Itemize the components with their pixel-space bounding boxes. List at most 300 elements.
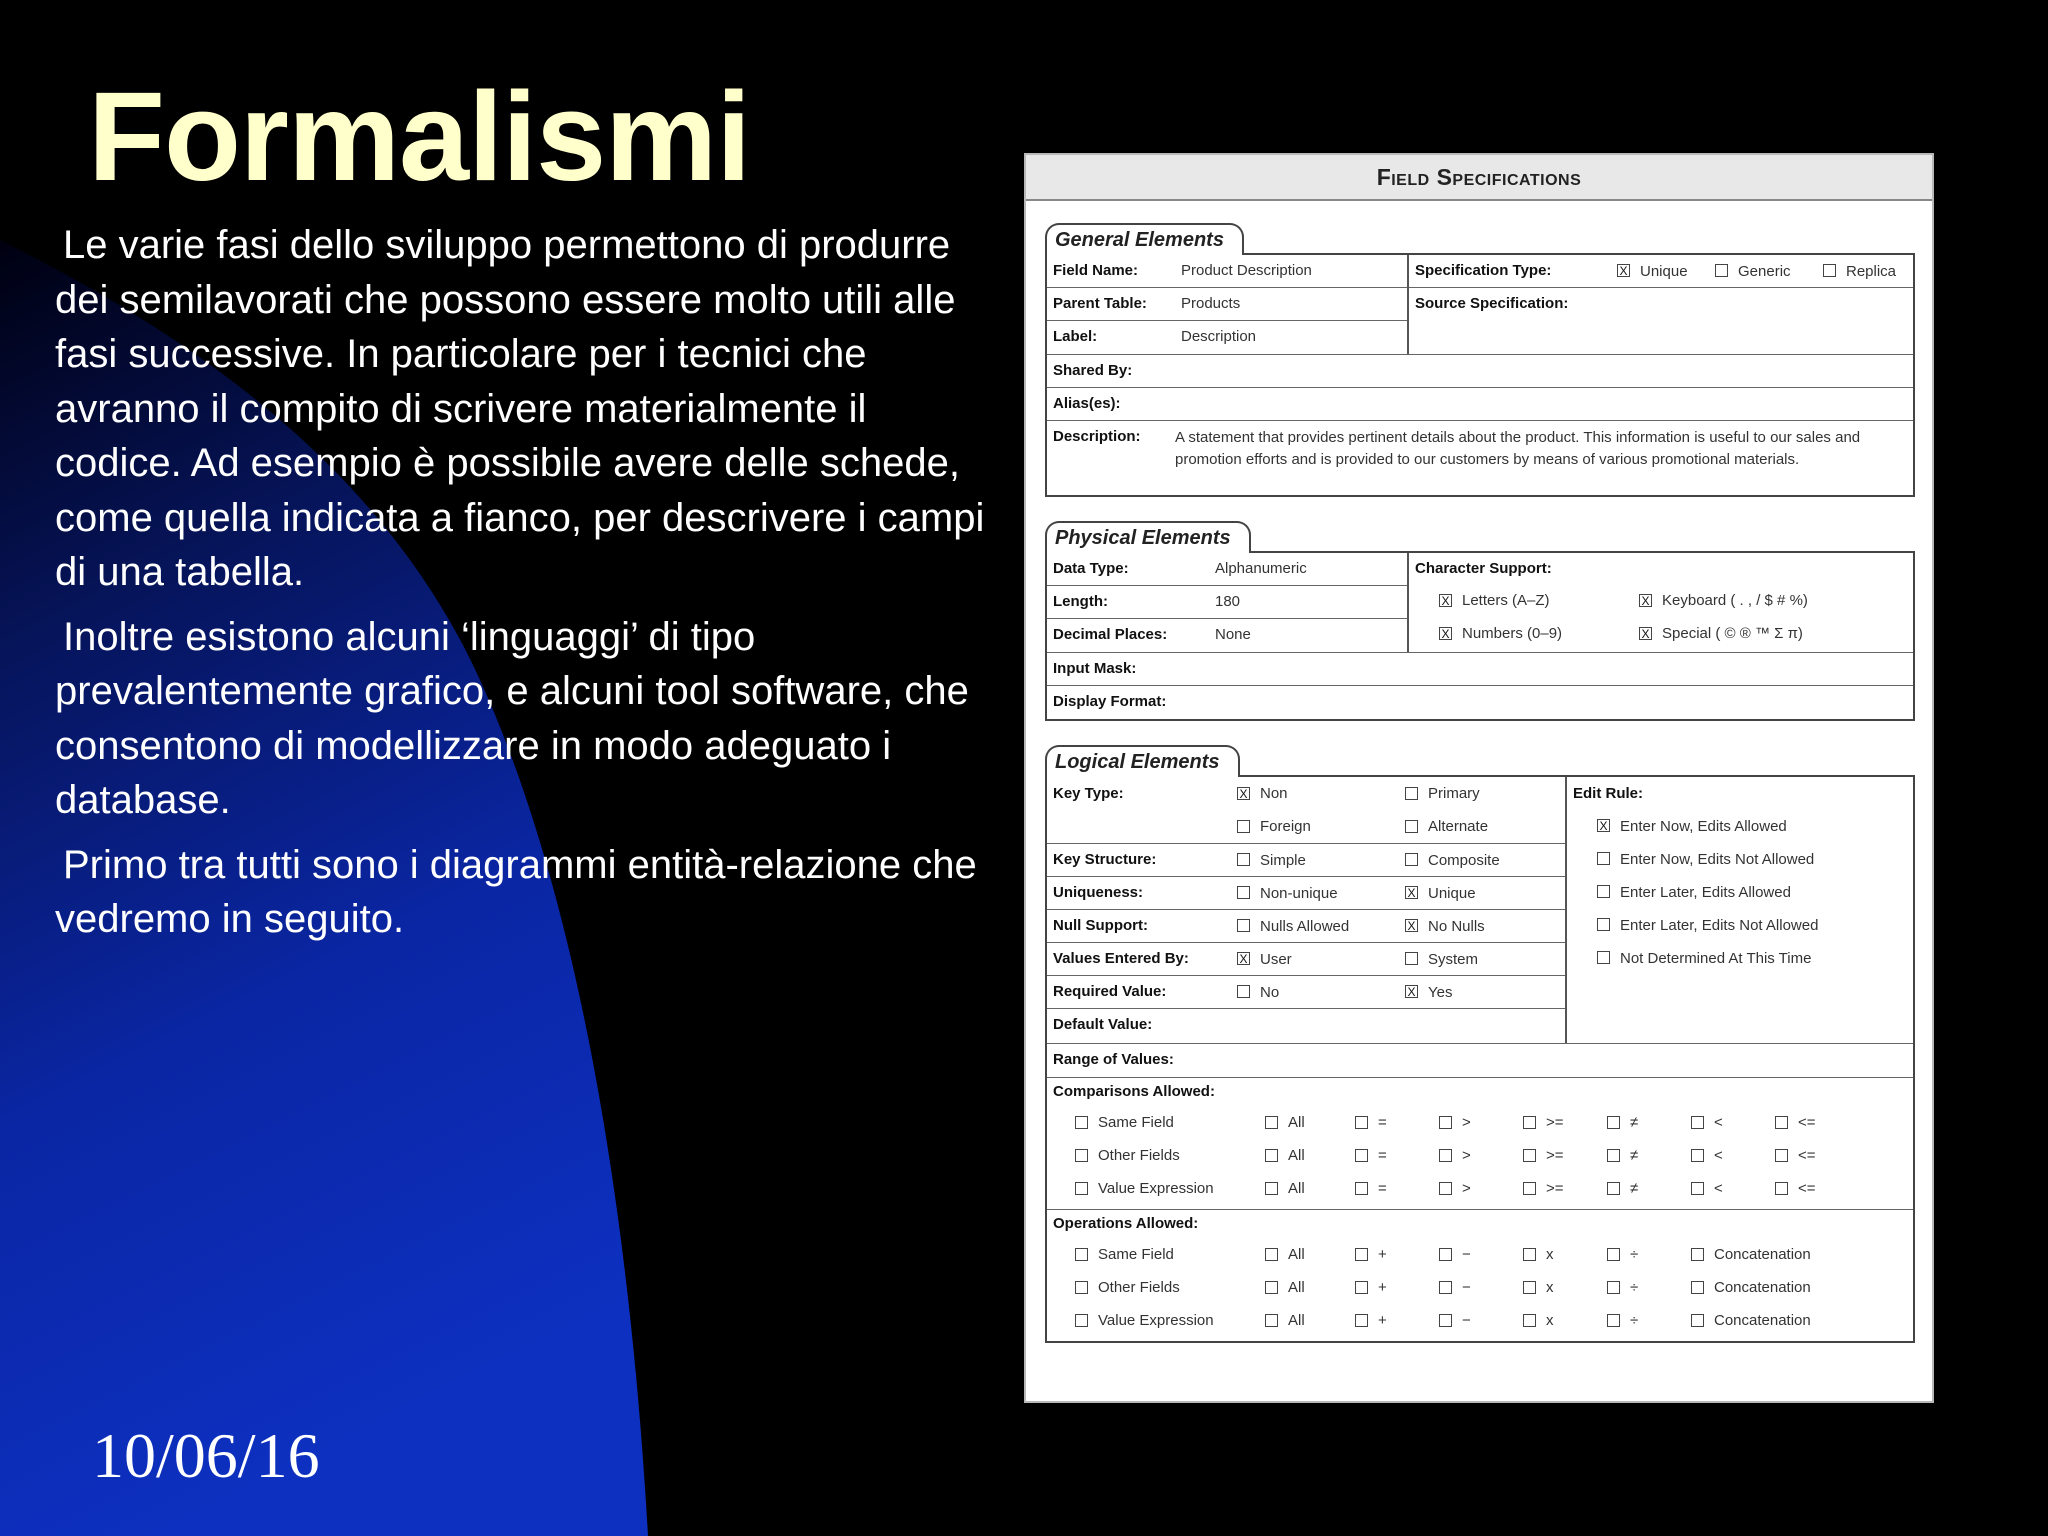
checkbox-icon	[1075, 1149, 1088, 1162]
simple-option[interactable]	[1237, 852, 1405, 869]
special-option[interactable]	[1639, 625, 1803, 642]
no-nulls-label: No Nulls	[1428, 917, 1485, 935]
operation-row	[1047, 1271, 1913, 1304]
comparison-op-option[interactable]	[1775, 1180, 1859, 1197]
paragraph-1: Le varie fasi dello sviluppo permettono di produrre dei semilavorati che possono essere molto utili alle fasi successive. In particolare per i tecnici che avranno il compito di scrivere materialmente il codice. Ad esempio è possibile avere delle schede, come quella indicata a fianco, per descrivere i campi di una tabella.	[55, 223, 985, 594]
spec-unique-label: Unique	[1640, 262, 1688, 280]
checkbox-icon	[1265, 1149, 1278, 1162]
operation-op-option[interactable]	[1523, 1312, 1607, 1329]
decimal-places-label: Decimal Places:	[1053, 626, 1168, 643]
edit-rule-label-2: Enter Now, Edits Not Allowed	[1620, 851, 1815, 868]
user-label: User	[1260, 950, 1292, 968]
operation-op-option[interactable]	[1607, 1246, 1691, 1263]
comparison-op-label: ≠	[1630, 1180, 1639, 1197]
physical-elements-box	[1045, 551, 1915, 721]
edit-rule-label-5: Not Determined At This Time	[1620, 950, 1812, 967]
checkbox-icon	[1355, 1314, 1368, 1327]
key-primary-option[interactable]	[1405, 785, 1480, 802]
checkbox-icon	[1523, 1281, 1536, 1294]
checkbox-icon	[1237, 985, 1250, 998]
spec-replica-label: Replica	[1846, 262, 1897, 280]
aliases-label: Alias(es):	[1053, 395, 1121, 412]
data-type-label: Data Type:	[1053, 560, 1129, 577]
operation-row-label[interactable]	[1075, 1279, 1265, 1296]
data-type-value: Alphanumeric	[1215, 560, 1307, 577]
checkbox-icon	[1607, 1281, 1620, 1294]
non-unique-label: Non-unique	[1260, 884, 1338, 902]
checkbox-icon	[1075, 1248, 1088, 1261]
operation-op-option[interactable]	[1607, 1279, 1691, 1296]
operation-op-label: +	[1378, 1246, 1387, 1263]
operation-row-label-label: Other Fields	[1098, 1279, 1180, 1296]
checkbox-checked-icon: X	[1439, 594, 1452, 607]
decimal-places-row	[1047, 619, 1407, 652]
checkbox-icon	[1405, 787, 1418, 800]
label-value: Description	[1181, 328, 1257, 345]
checkbox-icon	[1691, 1281, 1704, 1294]
comparison-op-option[interactable]	[1439, 1114, 1523, 1131]
key-type-row-1	[1047, 777, 1565, 810]
edit-rule-option-4[interactable]	[1567, 909, 1913, 942]
spec-type-unique-option[interactable]	[1617, 263, 1715, 280]
description-value: A statement that provides pertinent details about the product. This information is useful to our sales and promotion efforts and is provided to our customers by means of various promotional materials.	[1175, 429, 1861, 468]
checkbox-icon	[1439, 1281, 1452, 1294]
comparison-op-label: <	[1714, 1114, 1723, 1131]
character-support-label: Character Support:	[1415, 560, 1552, 577]
primary-label: Primary	[1428, 785, 1480, 802]
non-label: Non	[1260, 785, 1288, 802]
checkbox-icon	[1715, 264, 1728, 277]
checkbox-icon	[1237, 820, 1250, 833]
default-value-label: Default Value:	[1053, 1016, 1153, 1033]
logical-elements-tab: Logical Elements	[1045, 745, 1240, 777]
checkbox-icon	[1439, 1182, 1452, 1195]
edit-rule-option-3[interactable]	[1567, 876, 1913, 909]
checkbox-icon	[1355, 1149, 1368, 1162]
edit-rule-label: Edit Rule:	[1573, 785, 1643, 802]
unique-label: Unique	[1428, 884, 1476, 902]
composite-label: Composite	[1428, 851, 1500, 869]
key-alternate-option[interactable]	[1405, 818, 1488, 835]
source-spec-area	[1409, 288, 1913, 354]
checkbox-icon	[1265, 1248, 1278, 1261]
logical-elements-box	[1045, 775, 1915, 1343]
values-entered-label: Values Entered By:	[1053, 950, 1189, 967]
operation-op-label: x	[1546, 1246, 1554, 1263]
general-right-fields	[1409, 255, 1913, 354]
uniqueness-label: Uniqueness:	[1053, 884, 1144, 901]
edit-rule-label-4: Enter Later, Edits Not Allowed	[1620, 917, 1819, 934]
key-type-row-2	[1047, 810, 1565, 843]
checkbox-icon	[1265, 1182, 1278, 1195]
comparison-row-label-label: Value Expression	[1098, 1180, 1214, 1197]
checkbox-icon	[1607, 1116, 1620, 1129]
length-row	[1047, 586, 1407, 619]
checkbox-icon	[1597, 852, 1610, 865]
description-label: Description:	[1053, 428, 1141, 445]
checkbox-icon	[1775, 1182, 1788, 1195]
checkbox-icon	[1523, 1248, 1536, 1261]
field-name-row	[1047, 255, 1407, 288]
operation-all-label: All	[1288, 1246, 1305, 1263]
key-structure-row	[1047, 844, 1565, 877]
checkbox-icon	[1405, 853, 1418, 866]
description-row	[1047, 421, 1913, 495]
operation-all-option[interactable]	[1265, 1279, 1355, 1296]
checkbox-icon	[1237, 886, 1250, 899]
required-yes-option[interactable]	[1405, 984, 1452, 1001]
comparison-op-label: >=	[1546, 1147, 1564, 1164]
checkbox-checked-icon: X	[1639, 627, 1652, 640]
comparison-op-option[interactable]	[1691, 1147, 1775, 1164]
checkbox-icon	[1405, 952, 1418, 965]
operation-op-option[interactable]	[1439, 1312, 1523, 1329]
general-left-fields	[1047, 255, 1409, 354]
operation-all-option[interactable]	[1265, 1246, 1355, 1263]
checkbox-icon	[1823, 264, 1836, 277]
paragraph-3: Primo tra tutti sono i diagrammi entità-relazione che vedremo in seguito.	[55, 842, 977, 941]
comparison-all-option[interactable]	[1265, 1180, 1355, 1197]
operation-row-label[interactable]	[1075, 1312, 1265, 1329]
comparison-op-label: <=	[1798, 1114, 1816, 1131]
checkbox-icon	[1439, 1314, 1452, 1327]
comparison-row-label[interactable]	[1075, 1180, 1265, 1197]
operation-op-option[interactable]	[1523, 1246, 1607, 1263]
operation-all-label: All	[1288, 1279, 1305, 1296]
checkbox-icon	[1597, 918, 1610, 931]
checkbox-icon	[1237, 919, 1250, 932]
checkbox-icon	[1607, 1248, 1620, 1261]
checkbox-checked-icon: X	[1639, 594, 1652, 607]
special-label: Special ( © ® ™ Σ π)	[1662, 625, 1803, 642]
input-mask-label: Input Mask:	[1053, 660, 1137, 677]
comparison-op-option[interactable]	[1523, 1147, 1607, 1164]
alternate-label: Alternate	[1428, 818, 1489, 835]
comparison-op-option[interactable]	[1439, 1147, 1523, 1164]
physical-top-block	[1047, 553, 1913, 653]
checkbox-icon	[1523, 1116, 1536, 1129]
values-entered-row	[1047, 943, 1565, 976]
form-title: Field Specifications	[1026, 155, 1932, 201]
comparison-row-label-label: Other Fields	[1098, 1147, 1180, 1164]
source-spec-label: Source Specification:	[1415, 295, 1569, 312]
display-format-row	[1047, 686, 1913, 719]
slide-date: 10/06/16	[92, 1420, 320, 1491]
operation-row	[1047, 1304, 1913, 1337]
comparisons-block	[1047, 1078, 1913, 1210]
comparison-op-label: <=	[1798, 1180, 1816, 1197]
checkbox-icon	[1355, 1116, 1368, 1129]
operation-op-option[interactable]	[1691, 1246, 1811, 1263]
checkbox-icon	[1597, 885, 1610, 898]
checkbox-checked-icon: X	[1405, 919, 1418, 932]
comparisons-label: Comparisons Allowed:	[1053, 1083, 1215, 1100]
key-non-option[interactable]	[1237, 785, 1405, 802]
field-name-value: Product Description	[1181, 262, 1312, 279]
comparison-all-label: All	[1288, 1114, 1305, 1131]
checkbox-icon	[1439, 1248, 1452, 1261]
operation-op-label: +	[1378, 1279, 1387, 1296]
comparison-op-option[interactable]	[1523, 1114, 1607, 1131]
key-foreign-option[interactable]	[1237, 818, 1405, 835]
operation-op-label: ÷	[1630, 1312, 1639, 1329]
comparison-op-option[interactable]	[1355, 1180, 1439, 1197]
edit-rule-option-1[interactable]	[1567, 810, 1913, 843]
system-option[interactable]	[1405, 951, 1478, 968]
operation-op-label: +	[1378, 1312, 1387, 1329]
data-type-row	[1047, 553, 1407, 586]
operation-all-option[interactable]	[1265, 1312, 1355, 1329]
checkbox-icon	[1355, 1281, 1368, 1294]
comparison-all-option[interactable]	[1265, 1114, 1355, 1131]
physical-left-fields	[1047, 553, 1409, 652]
user-option[interactable]	[1237, 951, 1405, 968]
character-support-area	[1409, 553, 1913, 652]
checkbox-icon	[1691, 1116, 1704, 1129]
key-structure-label: Key Structure:	[1053, 851, 1157, 868]
checkbox-icon	[1607, 1314, 1620, 1327]
null-support-row	[1047, 910, 1565, 943]
operation-op-option[interactable]	[1439, 1279, 1523, 1296]
null-support-label: Null Support:	[1053, 917, 1148, 934]
operation-op-option[interactable]	[1607, 1312, 1691, 1329]
physical-elements-tab: Physical Elements	[1045, 521, 1251, 553]
comparison-op-option[interactable]	[1355, 1147, 1439, 1164]
comparison-row	[1047, 1172, 1913, 1205]
comparison-op-label: <	[1714, 1180, 1723, 1197]
letters-option[interactable]	[1439, 592, 1639, 609]
checkbox-icon	[1075, 1281, 1088, 1294]
checkbox-icon	[1405, 820, 1418, 833]
keyboard-option[interactable]	[1639, 592, 1808, 609]
paragraph-2: Inoltre esistono alcuni ‘linguaggi’ di tipo prevalentemente grafico, e alcuni tool software, che consentono di modellizzare in modo adeguato i database.	[55, 614, 969, 822]
comparison-op-label: =	[1378, 1180, 1387, 1197]
operations-grid	[1047, 1238, 1913, 1337]
letters-label: Letters (A–Z)	[1462, 592, 1550, 609]
unique-option[interactable]	[1405, 885, 1476, 902]
operation-op-label: −	[1462, 1279, 1471, 1296]
shared-by-row	[1047, 355, 1913, 388]
label-label: Label:	[1053, 328, 1098, 345]
checkbox-icon	[1265, 1314, 1278, 1327]
general-elements-tab: General Elements	[1045, 223, 1244, 255]
no-nulls-option[interactable]	[1405, 918, 1485, 935]
comparison-op-option[interactable]	[1523, 1180, 1607, 1197]
operation-op-option[interactable]	[1691, 1279, 1811, 1296]
decimal-places-value: None	[1215, 626, 1251, 643]
comparison-op-label: ≠	[1630, 1114, 1639, 1131]
comparison-op-option[interactable]	[1607, 1147, 1691, 1164]
checkbox-icon	[1439, 1149, 1452, 1162]
physical-elements-section	[1045, 519, 1915, 721]
checkbox-checked-icon: X	[1405, 886, 1418, 899]
operation-op-option[interactable]	[1355, 1312, 1439, 1329]
no-label: No	[1260, 983, 1280, 1001]
simple-label: Simple	[1260, 851, 1306, 869]
operation-row	[1047, 1238, 1913, 1271]
operation-op-option[interactable]	[1355, 1246, 1439, 1263]
checkbox-icon	[1237, 853, 1250, 866]
nulls-allowed-option[interactable]	[1237, 918, 1405, 935]
operation-all-label: All	[1288, 1312, 1305, 1329]
spec-type-generic-option[interactable]	[1715, 263, 1823, 280]
key-type-block	[1047, 777, 1565, 844]
comparison-op-option[interactable]	[1355, 1114, 1439, 1131]
spec-type-label: Specification Type:	[1415, 262, 1552, 279]
operation-op-option[interactable]	[1439, 1246, 1523, 1263]
checkbox-icon	[1523, 1314, 1536, 1327]
comparison-row-label-label: Same Field	[1098, 1114, 1174, 1131]
operation-op-label: ÷	[1630, 1246, 1639, 1263]
checkbox-icon	[1691, 1248, 1704, 1261]
required-value-row	[1047, 976, 1565, 1009]
checkbox-checked-icon: X	[1405, 985, 1418, 998]
key-type-label: Key Type:	[1053, 784, 1124, 802]
range-of-values-label: Range of Values:	[1053, 1051, 1174, 1068]
operation-op-label: −	[1462, 1246, 1471, 1263]
edit-rule-label-1: Enter Now, Edits Allowed	[1620, 818, 1787, 835]
field-specifications-form	[1024, 153, 1934, 1403]
general-elements-section	[1045, 221, 1915, 497]
comparison-op-option[interactable]	[1607, 1180, 1691, 1197]
field-name-label: Field Name:	[1053, 262, 1139, 279]
char-support-row-2	[1409, 617, 1913, 650]
checkbox-checked-icon: X	[1617, 264, 1630, 277]
comparison-op-option[interactable]	[1439, 1180, 1523, 1197]
checkbox-icon	[1691, 1314, 1704, 1327]
spec-type-replica-option[interactable]	[1823, 263, 1896, 280]
comparison-op-label: >=	[1546, 1114, 1564, 1131]
operation-row-label[interactable]	[1075, 1246, 1265, 1263]
logical-elements-section	[1045, 743, 1915, 1343]
operations-block	[1047, 1210, 1913, 1341]
non-unique-option[interactable]	[1237, 885, 1405, 902]
comparison-op-option[interactable]	[1775, 1114, 1859, 1131]
length-label: Length:	[1053, 593, 1108, 610]
checkbox-icon	[1691, 1149, 1704, 1162]
spec-type-row	[1409, 255, 1913, 288]
checkbox-icon	[1075, 1116, 1088, 1129]
checkbox-checked-icon: X	[1439, 627, 1452, 640]
comparison-row-label[interactable]	[1075, 1147, 1265, 1164]
checkbox-icon	[1355, 1248, 1368, 1261]
comparison-op-label: <=	[1798, 1147, 1816, 1164]
length-value: 180	[1215, 593, 1241, 610]
display-format-label: Display Format:	[1053, 693, 1167, 710]
checkbox-icon	[1775, 1149, 1788, 1162]
edit-rule-area	[1567, 777, 1913, 1043]
checkbox-icon	[1265, 1281, 1278, 1294]
spec-generic-label: Generic	[1738, 262, 1791, 280]
operation-op-option[interactable]	[1691, 1312, 1811, 1329]
numbers-option[interactable]	[1439, 625, 1639, 642]
operation-op-label: −	[1462, 1312, 1471, 1329]
comparison-op-label: <	[1714, 1147, 1723, 1164]
slide-title: Formalismi	[88, 66, 751, 207]
aliases-row	[1047, 388, 1913, 421]
edit-rule-option-2[interactable]	[1567, 843, 1913, 876]
general-elements-box	[1045, 253, 1915, 497]
operation-op-label: ÷	[1630, 1279, 1639, 1296]
comparison-row-label[interactable]	[1075, 1114, 1265, 1131]
nulls-allowed-label: Nulls Allowed	[1260, 917, 1350, 935]
operation-row-label-label: Same Field	[1098, 1246, 1174, 1263]
checkbox-icon	[1607, 1182, 1620, 1195]
checkbox-checked-icon: X	[1237, 952, 1250, 965]
composite-option[interactable]	[1405, 852, 1500, 869]
comparison-op-option[interactable]	[1691, 1114, 1775, 1131]
comparison-op-label: =	[1378, 1147, 1387, 1164]
operation-op-label: Concatenation	[1714, 1312, 1811, 1329]
comparison-row	[1047, 1139, 1913, 1172]
edit-rule-option-5[interactable]	[1567, 942, 1913, 975]
checkbox-checked-icon: X	[1237, 787, 1250, 800]
keyboard-label: Keyboard ( . , / $ # %)	[1662, 592, 1808, 609]
checkbox-icon	[1775, 1116, 1788, 1129]
operation-op-label: Concatenation	[1714, 1279, 1811, 1296]
uniqueness-row	[1047, 877, 1565, 910]
comparisons-grid	[1047, 1106, 1913, 1205]
foreign-label: Foreign	[1260, 818, 1311, 835]
checkbox-icon	[1355, 1182, 1368, 1195]
yes-label: Yes	[1428, 983, 1453, 1001]
comparison-all-label: All	[1288, 1180, 1305, 1197]
operation-op-option[interactable]	[1523, 1279, 1607, 1296]
operation-row-label-label: Value Expression	[1098, 1312, 1214, 1329]
checkbox-icon	[1523, 1182, 1536, 1195]
comparison-op-label: >	[1462, 1180, 1471, 1197]
parent-table-value: Products	[1181, 295, 1241, 312]
operation-op-label: Concatenation	[1714, 1246, 1811, 1263]
shared-by-label: Shared By:	[1053, 362, 1133, 379]
comparison-all-option[interactable]	[1265, 1147, 1355, 1164]
comparison-op-option[interactable]	[1691, 1180, 1775, 1197]
comparison-op-option[interactable]	[1775, 1147, 1859, 1164]
system-label: System	[1428, 950, 1479, 968]
default-value-row	[1047, 1009, 1565, 1043]
checkbox-icon	[1597, 951, 1610, 964]
char-support-row-1	[1409, 584, 1913, 617]
numbers-label: Numbers (0–9)	[1462, 625, 1563, 642]
logical-left-fields	[1047, 777, 1567, 1043]
checkbox-icon	[1439, 1116, 1452, 1129]
checkbox-icon	[1075, 1182, 1088, 1195]
label-row	[1047, 321, 1407, 354]
checkbox-icon	[1523, 1149, 1536, 1162]
comparison-row	[1047, 1106, 1913, 1139]
range-of-values-row	[1047, 1044, 1913, 1078]
comparison-op-label: =	[1378, 1114, 1387, 1131]
logical-top-block	[1047, 777, 1913, 1044]
comparison-op-label: ≠	[1630, 1147, 1639, 1164]
operation-op-label: x	[1546, 1279, 1554, 1296]
parent-table-row	[1047, 288, 1407, 321]
comparison-op-label: >	[1462, 1147, 1471, 1164]
comparison-op-label: >=	[1546, 1180, 1564, 1197]
general-top-block	[1047, 255, 1913, 355]
required-no-option[interactable]	[1237, 984, 1405, 1001]
required-value-label: Required Value:	[1053, 983, 1167, 1000]
parent-table-label: Parent Table:	[1053, 295, 1147, 312]
checkbox-checked-icon: X	[1597, 819, 1610, 832]
checkbox-icon	[1691, 1182, 1704, 1195]
checkbox-icon	[1075, 1314, 1088, 1327]
operation-op-label: x	[1546, 1312, 1554, 1329]
slide-body	[55, 218, 995, 957]
input-mask-row	[1047, 653, 1913, 686]
operation-op-option[interactable]	[1355, 1279, 1439, 1296]
comparison-op-option[interactable]	[1607, 1114, 1691, 1131]
